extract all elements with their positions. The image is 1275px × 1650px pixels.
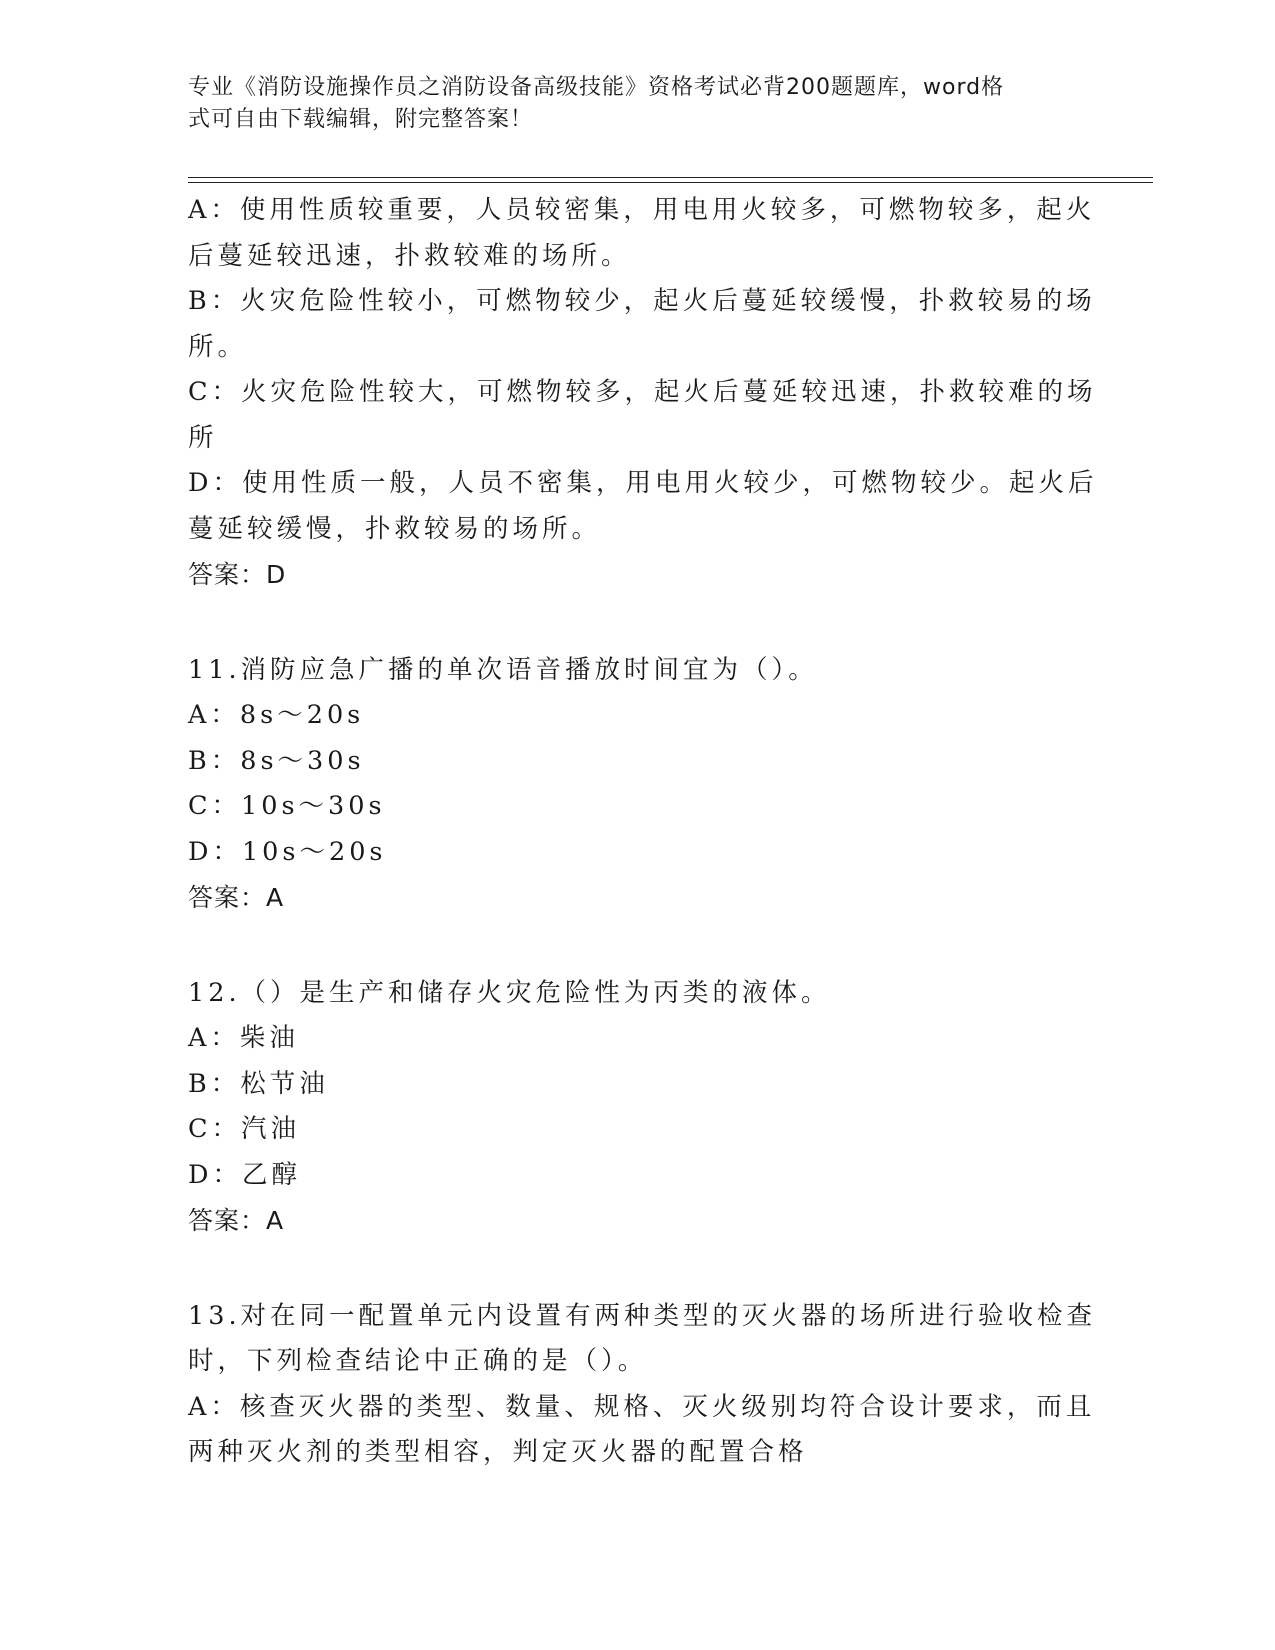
option-d: D：10s～20s [188,836,387,867]
option-a: A：8s～20s [188,700,365,730]
option-a-line-2: 两种灭火剂的类型相容，判定灭火器的配置合格 [188,1437,808,1467]
document-header [188,72,1068,136]
option-b-line-2: 所。 [188,331,248,362]
option-b: B：松节油 [188,1068,329,1099]
question-11 [188,648,1088,921]
option-d: D：乙醇 [188,1159,301,1190]
option-c-line-1: C：火灾危险性较大，可燃物较多，起火后蔓延较迅速，扑救较难的场 [188,377,1097,407]
question-12 [188,971,1088,1244]
header-line-2: 式可自由下载编辑，附完整答案！ [188,107,534,132]
question-13 [188,1294,1097,1476]
header-rule-top [188,177,1153,178]
question-stem: 12.（）是生产和储存火灾危险性为丙类的液体。 [188,977,831,1008]
answer-label: 答案：A [188,1206,285,1235]
option-b-line-1: B：火灾危险性较小，可燃物较少，起火后蔓延较缓慢，扑救较易的场 [188,286,1096,316]
spacer [188,921,1088,971]
header-line-1: 专业《消防设施操作员之消防设备高级技能》资格考试必背200题题库，word格 [188,75,1005,100]
question-stem-line-1: 13.对在同一配置单元内设置有两种类型的灭火器的场所进行验收检查 [188,1300,1097,1331]
answer-label: 答案：D [188,560,287,589]
option-c: C：10s～30s [188,791,386,821]
option-a: A：柴油 [188,1023,299,1053]
option-b: B：8s～30s [188,745,365,776]
question-stem: 11.消防应急广播的单次语音播放时间宜为（）。 [188,654,818,685]
header-rule-bottom [188,182,1153,183]
option-a-line-2: 后蔓延较迅速，扑救较难的场所。 [188,240,631,271]
spacer [188,1244,1088,1294]
question-stem-line-2: 时，下列检查结论中正确的是（）。 [188,1346,648,1376]
option-a-line-1: A：使用性质较重要，人员较密集，用电用火较多，可燃物较多，起火 [188,195,1096,225]
question-list [188,188,1098,1476]
option-c: C：汽油 [188,1114,301,1144]
option-a-line-1: A：核查灭火器的类型、数量、规格、灭火级别均符合设计要求，而且 [188,1391,1096,1422]
question-10-options [188,188,1098,598]
option-d-line-1: D：使用性质一般，人员不密集，用电用火较少，可燃物较少。起火后 [188,468,1098,498]
spacer [188,598,1088,648]
option-c-line-2: 所 [188,422,218,453]
answer-label: 答案：A [188,883,285,912]
option-d-line-2: 蔓延较缓慢，扑救较易的场所。 [188,513,602,544]
